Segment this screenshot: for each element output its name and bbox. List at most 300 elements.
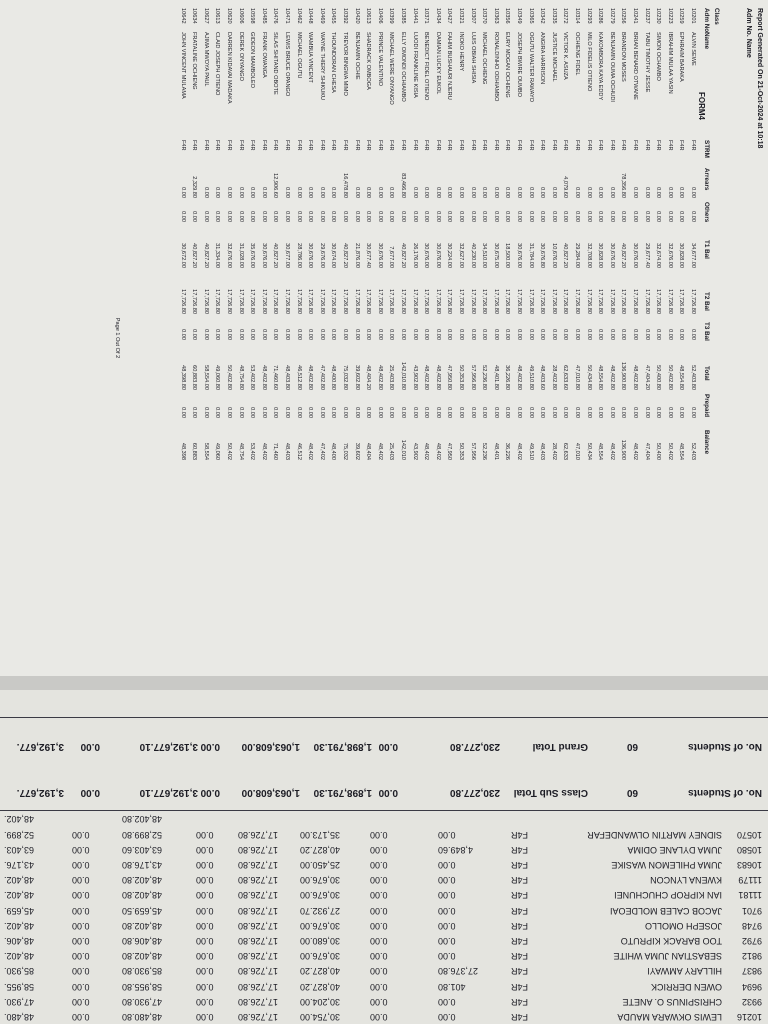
prepaid-cell: 0.00 [72,860,90,870]
students-label: No. of Students [688,741,762,752]
table-row [0,842,768,857]
balance-cell: 48,402. [4,920,35,931]
stream-cell: F4R [516,140,522,151]
col-t1: T1 Bal [703,240,710,259]
upside-down-report [0,690,768,1024]
balance-cell: 47,404 [643,442,650,460]
t2-balance-cell: 17,726.80 [666,289,673,314]
stream-cell: F4R [191,140,198,151]
t2-balance-cell: 17,726.80 [504,289,511,314]
others-cell: 0.00 [370,966,388,977]
total-cell: 47,404.20 [643,365,650,390]
t3-balance-cell: 0.00 [527,329,534,340]
others-cell: 0.00 [295,211,302,222]
report-adm-line: Adm No. Name [745,8,752,58]
arrears-cell: 0.00 [438,829,456,840]
t3-balance-cell: 0.00 [272,329,279,340]
adm-no-cell: 10335 [550,8,557,24]
arrears-cell: 0.00 [388,187,395,198]
prepaid-cell: 0.00 [365,407,372,418]
t1-balance-cell: 40,827.20 [272,243,279,268]
stream-cell: F4R [330,140,337,151]
t1-balance-cell: 10,676.00 [550,243,557,268]
others-cell: 0.00 [481,211,488,222]
arrears-cell: 4,849.60 [438,844,474,855]
t1-balance-cell: 40,827.20 [300,844,341,855]
prepaid-cell: 0.00 [666,407,673,418]
stream-cell: F4R [574,140,580,151]
t1-balance-cell: 30,676.00 [300,951,341,962]
table-row [596,8,603,668]
balance-cell: 48,403 [539,442,546,460]
t3-balance-cell: 0.00 [597,329,604,340]
sub-total-label: Class Sub Total [513,787,588,798]
total-cell: 50,434.80 [585,365,592,390]
t1-balance-cell: 32,708.00 [585,243,592,268]
t3-balance-cell: 0.00 [196,920,214,931]
t2-balance-cell: 17,726.80 [620,289,627,314]
balance-cell: 39,602 [353,442,360,460]
arrears-cell: 0.00 [438,951,456,962]
t2-balance-cell: 17,726.80 [411,289,418,314]
t1-balance-cell: 30,676.00 [423,243,430,268]
table-row [573,8,580,668]
t3-balance-cell: 0.00 [411,329,418,340]
adm-no-cell: 10223 [666,8,673,24]
others-cell: 0.00 [446,211,453,222]
prepaid-cell: 0.00 [690,407,696,418]
adm-no-cell: 10216 [736,1012,762,1022]
adm-no-cell: 10363 [492,8,499,24]
student-name-cell: IAN KIPROP CHUCHUNEI [614,890,722,901]
t2-balance-cell: 17,726.80 [539,289,546,314]
t3-balance-cell: 0.00 [214,329,221,340]
balance-cell: 50,402 [226,442,232,460]
t3-balance-cell: 0.00 [202,329,209,340]
adm-no-cell: 10448 [307,8,314,24]
others-cell: 0.00 [370,860,388,870]
t1-balance-cell: 30,676.80 [539,243,546,268]
total-cell: 48,402.80 [632,365,638,390]
stream-cell: F4R [510,905,528,916]
total-cell: 85,930.80 [122,966,163,977]
student-name-cell: KWENA LYNCON [650,875,722,886]
arrears-cell: 0.00 [632,187,638,198]
prepaid-cell: 0.00 [72,936,90,946]
student-name-cell: ELLY OMONDI OCHIAMBO [400,32,406,102]
prepaid-cell: 0.00 [72,844,90,855]
student-name-cell: THOUNDORAN CHESA [330,32,337,93]
t3-balance-cell: 0.00 [434,329,441,340]
grand-prepaid: 0.00 [80,741,100,752]
table-row [237,8,244,668]
balance-cell: 75,032 [342,442,348,460]
table-row [248,8,255,668]
t2-balance-cell: 17,726.80 [527,289,534,314]
prepaid-cell: 0.00 [550,407,557,418]
table-row [666,8,673,668]
total-cell: 60,883.80 [191,365,198,390]
t2-balance-cell: 17,726.80 [238,981,279,992]
balance-cell: 48,480. [4,1012,35,1022]
adm-no-cell: 10370 [481,8,488,24]
stream-cell: F4R [376,140,383,151]
stream-cell: F4R [284,140,290,151]
balance-cell: 36,226 [504,442,511,460]
t3-balance-cell: 0.00 [585,329,592,340]
stream-cell: F4R [249,140,256,151]
student-name-cell: ANGIRA HARRISON [539,32,546,85]
arrears-cell: 0.00 [330,187,337,198]
prepaid-cell: 0.00 [226,407,232,418]
total-cell: 50,400.80 [655,365,662,390]
balance-cell: 50,353 [458,442,464,460]
adm-no-cell: 10455 [330,8,337,24]
total-cell: 48,402.80 [122,920,163,931]
table-row [341,8,348,668]
stream-cell: F4R [481,140,488,151]
student-name-cell: JUSTICE MICHAEL [550,32,557,82]
others-cell: 0.00 [370,920,388,931]
balance-cell: 46,512 [295,442,302,460]
stream-cell: F4R [272,140,279,151]
total-cell: 43,902.80 [411,365,418,390]
table-row [271,8,278,668]
student-name-cell: LEWIS BRUCE OPANGO [284,32,290,97]
t2-balance-cell: 17,726.80 [643,289,650,314]
t1-balance-cell: 30,676.00 [376,243,383,268]
adm-no-cell: 10580 [736,844,762,855]
arrears-cell: 0.00 [608,187,615,198]
balance-cell: 48,400 [330,442,337,460]
others-cell: 0.00 [284,211,290,222]
total-cell: 48,402.80 [122,814,163,825]
adm-no-cell: 10293 [585,8,592,24]
stream-cell: F4R [342,140,348,151]
student-name-cell: PRINCE VALENTINO [376,32,383,86]
t2-balance-cell: 17,726.80 [574,289,580,314]
t2-balance-cell: 17,726.80 [400,289,406,314]
table-row [0,933,768,948]
table-row [318,8,325,668]
total-cell: 136,900.80 [620,362,627,390]
arrears-cell: 0.00 [438,905,456,916]
others-cell: 0.00 [411,211,418,222]
t1-balance-cell: 30,676.00 [300,875,341,886]
student-name-cell: OCHIENG FIDEL [574,32,580,76]
t2-balance-cell: 17,726.80 [353,289,360,314]
arrears-cell: 0.00 [318,187,325,198]
table-row [608,8,615,668]
sub-prepaid: 0.00 [80,787,100,798]
t1-balance-cell: 40,827.20 [300,981,341,992]
t3-balance-cell: 0.00 [295,329,302,340]
table-row [515,8,522,668]
balance-cell: 48,402 [632,442,638,460]
t3-balance-cell: 0.00 [620,329,627,340]
arrears-cell: 0.00 [353,187,360,198]
stream-cell: F4R [307,140,314,151]
stream-cell: F4R [666,140,673,151]
stream-cell: F4R [510,1012,528,1022]
sub-t2: 1,063,608.00 [241,787,300,798]
table-row [0,826,768,841]
student-name-cell: JOSEPH BWIRE OUMBO [516,32,522,97]
student-name-cell: HILLARY AMWAYI [647,966,722,977]
total-cell: 48,554.80 [678,365,685,390]
total-cell: 28,402.80 [550,365,557,390]
arrears-cell: 0.00 [539,187,546,198]
arrears-cell: 0.00 [458,187,464,198]
t2-balance-cell: 17,726.80 [655,289,662,314]
arrears-cell: 0.00 [423,187,430,198]
adm-no-cell: 10642 [179,8,186,24]
stream-cell: F4R [539,140,546,151]
student-name-cell: WAYNE THIERY SHIKUKU [318,32,325,101]
prepaid-cell: 0.00 [597,407,604,418]
adm-no-cell: 10342 [539,8,546,24]
adm-no-cell: 9812 [741,951,762,962]
balance-cell: 48,406. [4,936,35,946]
stream-cell: F4R [365,140,372,151]
adm-no-cell: 10259 [678,8,685,24]
t2-balance-cell: 17,726.80 [458,289,464,314]
t1-balance-cell: 30,676.00 [307,243,314,268]
prepaid-cell: 0.00 [72,905,90,916]
t1-balance-cell: 27,932.70 [300,905,341,916]
student-name-cell: FAHIM BUSHAURI NJERU [446,32,453,100]
stream-cell: F4R [458,140,464,151]
t2-balance-cell: 17,726.80 [238,996,279,1007]
others-cell: 0.00 [179,211,186,222]
t3-balance-cell: 0.00 [539,329,546,340]
class-sub-total-row [0,772,768,808]
total-cell: 48,403.80 [284,365,290,390]
prepaid-cell: 0.00 [72,951,90,962]
stream-cell: F4R [202,140,209,151]
t1-balance-cell: 30,675.00 [492,243,499,268]
t3-balance-cell: 0.00 [284,329,290,340]
t3-balance-cell: 0.00 [196,1012,214,1022]
balance-cell: 48,403 [284,442,290,460]
t2-balance-cell: 17,726.80 [550,289,557,314]
table-row [550,8,557,668]
t1-balance-cell: 40,827.20 [342,243,348,268]
stream-cell: F4R [510,844,528,855]
arrears-cell: 0.00 [481,187,488,198]
t3-balance-cell: 0.00 [196,829,214,840]
others-cell: 0.00 [202,211,209,222]
table-row [689,8,696,668]
t1-balance-cell: 29,676.00 [318,243,325,268]
t3-balance-cell: 0.00 [504,329,511,340]
adm-no-cell: 10469 [318,8,325,24]
total-cell: 48,402.80 [423,365,430,390]
table-row [631,8,638,668]
t2-balance-cell: 17,726.80 [295,289,302,314]
stream-cell: F4R [510,875,528,886]
report-generated-line: Report Generated On 21-Oct-2024 at 10:18 [756,8,763,149]
prepaid-cell: 0.00 [376,407,383,418]
t1-balance-cell: 30,676.00 [300,890,341,901]
adm-no-cell: 10365 [527,8,534,24]
others-cell: 0.00 [434,211,441,222]
prepaid-cell: 0.00 [458,407,464,418]
stream-cell: F4R [510,966,528,977]
balance-cell: 48,402 [307,442,314,460]
total-cell: 48,402.80 [608,365,615,390]
adm-no-cell: 10471 [284,8,290,24]
t2-balance-cell: 17,726.80 [307,289,314,314]
column-header-row [698,8,720,668]
t3-balance-cell: 0.00 [550,329,557,340]
t3-balance-cell: 0.00 [574,329,580,340]
t3-balance-cell: 0.00 [632,329,638,340]
t2-balance-cell: 17,726.80 [238,1012,279,1022]
total-cell: 39,602.80 [353,365,360,390]
table-row [538,8,545,668]
t3-balance-cell: 0.00 [226,329,232,340]
total-cell: 48,402.80 [307,365,314,390]
balance-cell: 48,402 [434,442,441,460]
prepaid-cell: 0.00 [469,407,476,418]
balance-cell: 25,403 [388,442,395,460]
t1-balance-cell: 32,676.00 [666,243,673,268]
balance-cell: 48,402 [516,442,522,460]
t3-balance-cell: 0.00 [196,890,214,901]
arrears-cell: 0.00 [438,890,456,901]
total-cell: 58,955.80 [122,981,163,992]
others-cell: 0.00 [608,211,615,222]
total-cell: 48,406.80 [122,936,163,946]
stream-cell: F4R [527,140,534,151]
adm-no-cell: 10406 [376,8,383,24]
total-cell: 48,398.80 [179,365,186,390]
stream-cell: F4R [632,140,638,151]
divider [0,717,768,718]
t1-balance-cell: 40,827.20 [400,243,406,268]
t1-balance-cell: 29,284.00 [574,243,580,268]
others-cell: 0.00 [643,211,650,222]
sub-balance: 3,192,677. [16,787,64,798]
adm-no-cell: 9701 [741,905,762,916]
prepaid-cell: 0.00 [411,407,418,418]
arrears-cell: 0.00 [226,187,232,198]
sub-arrears: 230,277.80 [449,787,500,798]
others-cell: 0.00 [585,211,592,222]
balance-cell: 48,754 [237,442,244,460]
prepaid-cell: 0.00 [284,407,290,418]
arrears-cell: 0.00 [284,187,290,198]
total-cell: 50,353.80 [458,365,464,390]
balance-cell: 52,403 [690,442,696,460]
others-cell: 0.00 [666,211,673,222]
table-row [376,8,383,668]
table-row [0,811,768,826]
student-name-cell: BENJAMIN OUMA OCHUDI [608,32,615,102]
arrears-cell: 0.00 [438,920,456,931]
total-cell: 142,010.80 [400,362,406,390]
prepaid-cell: 0.00 [574,407,580,418]
t3-balance-cell: 0.00 [318,329,325,340]
student-name-cell: ALVIN SEWE [690,32,696,66]
prepaid-cell: 0.00 [272,407,279,418]
table-row [0,887,768,902]
t3-balance-cell: 0.00 [196,905,214,916]
balance-cell: 45,659. [4,905,35,916]
balance-cell: 63,403. [4,844,35,855]
student-name-cell: LUODI FRANKLINE KISIA [411,32,418,98]
student-name-cell: BRANDON MOSES [620,32,627,82]
others-cell: 0.00 [562,211,569,222]
t3-balance-cell: 0.00 [458,329,464,340]
grand-total-row [0,726,768,762]
adm-no-cell: 10598 [249,8,256,24]
balance-cell: 52,236 [481,442,488,460]
student-name-cell: BRIAN BENARD OTWANE [632,32,638,100]
prepaid-cell: 0.00 [353,407,360,418]
adm-no-cell: 10307 [469,8,476,24]
col-total: Total [703,366,710,381]
col-t2: T2 Bal [703,292,710,311]
t3-balance-cell: 0.00 [423,329,430,340]
arrears-cell: 0.00 [438,860,456,870]
stream-cell: F4R [318,140,325,151]
prepaid-cell: 0.00 [400,407,406,418]
t2-balance-cell: 17,726.80 [434,289,441,314]
stream-cell: F4R [510,996,528,1007]
stream-cell: F4R [295,140,302,151]
student-name-cell: SIMON OCHAMBO [655,32,662,81]
arrears-cell: 0.00 [365,187,372,198]
adm-no-cell: 10620 [226,8,232,24]
others-cell: 0.00 [539,211,546,222]
total-cell: 48,404.20 [365,365,372,390]
adm-no-cell: 10385 [400,8,406,24]
t3-balance-cell: 0.00 [196,844,214,855]
table-row [677,8,684,668]
total-cell: 50,402.80 [226,365,232,390]
t3-balance-cell: 0.00 [260,329,267,340]
student-name-cell: JUMA DYLANE ODIMA [627,844,722,855]
stream-cell: F4R [510,829,528,840]
report-header [717,8,765,668]
stream-cell: F4R [434,140,441,151]
balance-cell: 142,010 [400,439,406,460]
t1-balance-cell: 30,674.00 [330,243,337,268]
balance-cell: 53,402 [249,442,256,460]
stream-cell: F4R [585,140,592,151]
table-row [225,8,232,668]
t2-balance-cell: 17,726.80 [179,289,186,314]
t1-balance-cell: 30,676.00 [516,243,522,268]
t2-balance-cell: 17,726.80 [469,289,476,314]
t1-balance-cell: 18,500.00 [504,243,511,268]
prepaid-cell: 0.00 [214,407,221,418]
t1-balance-cell: 7,677.00 [388,246,395,268]
others-cell: 0.00 [330,211,337,222]
arrears-cell: 0.00 [655,187,662,198]
t2-balance-cell: 17,726.80 [342,289,348,314]
col-strm: STRM [703,140,710,158]
student-name-cell: SEBASTIAN JUMA WHITE [613,951,722,962]
student-name-cell: SILAS SHITAND OBOTE [272,32,279,95]
arrears-cell: 0.00 [527,187,534,198]
total-cell: 48,402.80 [434,365,441,390]
student-name-cell: LEWIS OKWARA MAUDA [617,1012,722,1022]
adm-no-cell: 10485 [260,8,267,24]
prepaid-cell: 0.00 [237,407,244,418]
